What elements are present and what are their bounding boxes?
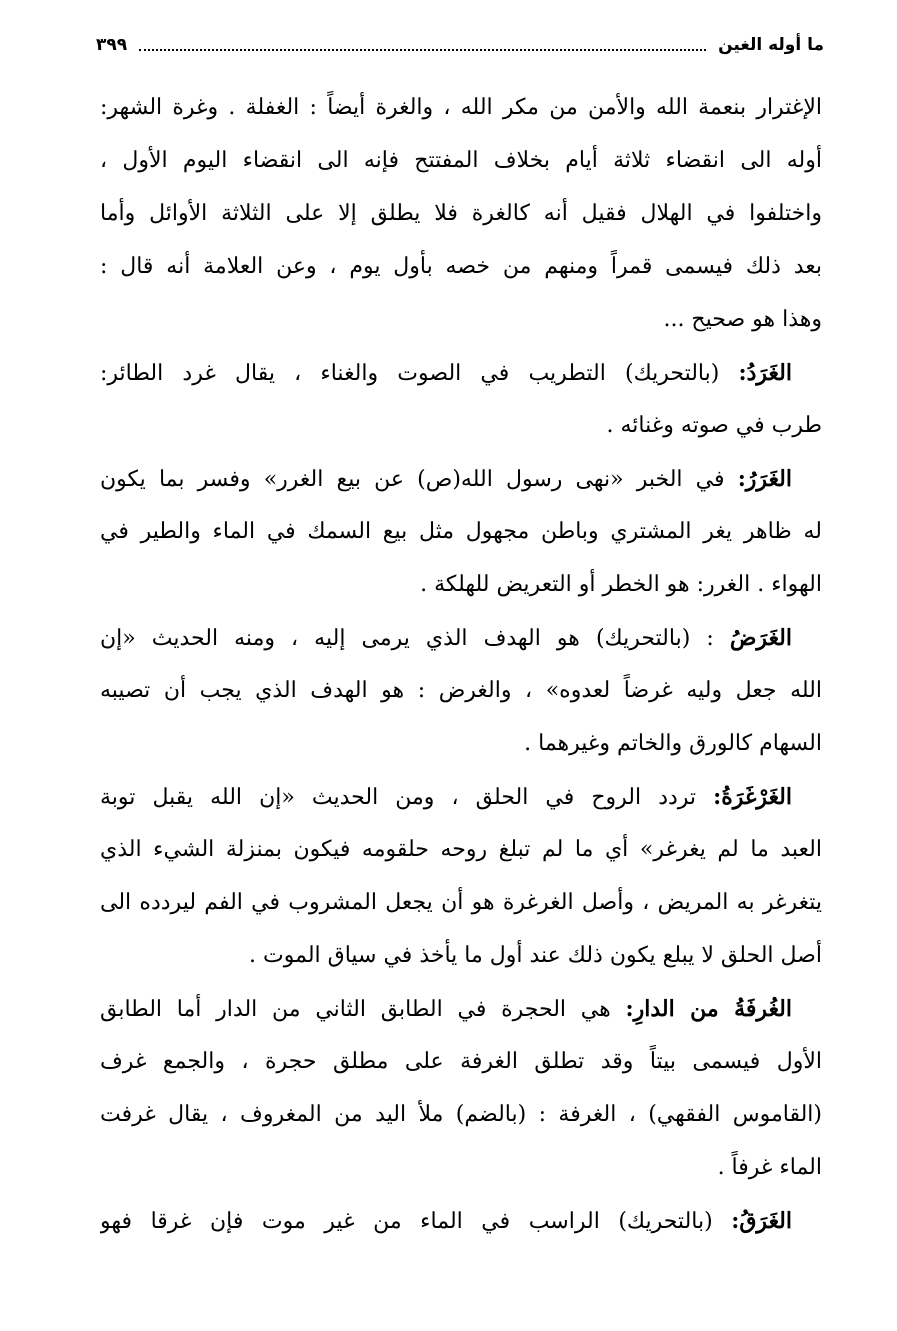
line-text: الله جعل وليه غرضاً لعدوه» ، والغرض : هو الهدف الذي يجب أن تصيبه: [100, 678, 822, 703]
line-text: الأول فيسمى بيتاً وقد تطلق الغرفة على مطلق حجرة ، والجمع غرف: [100, 1049, 822, 1074]
page-body: [100, 86, 822, 1252]
entry-term: الغَرَدُ:: [738, 360, 792, 386]
line-text: (بالتحريك) الراسب في الماء من غير موت فإن غرقا فهو: [100, 1209, 732, 1234]
entry-term: الغَرَقُ:: [731, 1208, 792, 1234]
line-text: العبد ما لم يغرغر» أي ما لم تبلغ روحه حلقومه فيكون بمنزلة الشيء الذي: [100, 837, 822, 862]
text-line: [100, 192, 822, 245]
text-line: [100, 722, 822, 775]
text-line: [100, 881, 822, 934]
line-text: واختلفوا في الهلال فقيل أنه كالغرة فلا يطلق إلا على الثلاثة الأوائل وأما: [100, 201, 822, 226]
text-line: [100, 934, 822, 987]
text-line: [100, 616, 822, 669]
line-text: بعد ذلك فيسمى قمراً ومنهم من خصه بأول يوم ، وعن العلامة أنه قال :: [100, 254, 822, 279]
line-text: تردد الروح في الحلق ، ومن الحديث «إن الله يقبل توبة: [100, 785, 714, 810]
text-line: [100, 510, 822, 563]
leader-dots: [139, 39, 706, 51]
text-line: [100, 298, 822, 351]
page-number: ٣٩٩: [96, 35, 128, 55]
text-line: [100, 1040, 822, 1093]
line-text: أوله الى انقضاء ثلاثة أيام بخلاف المفتتح فإنه الى انقضاء اليوم الأول ،: [100, 148, 822, 173]
text-line: [100, 563, 822, 616]
entry-term: الغَرْغَرَةُ:: [713, 784, 792, 810]
text-line: [100, 987, 822, 1040]
text-line: [100, 351, 822, 404]
text-line: [100, 1199, 822, 1252]
text-line: [100, 1093, 822, 1146]
text-line: [100, 775, 822, 828]
line-text: هي الحجرة في الطابق الثاني من الدار أما الطابق: [100, 997, 626, 1022]
line-text: : (بالتحريك) هو الهدف الذي يرمى إليه ، ومنه الحديث «إن: [100, 626, 730, 651]
line-text: (القاموس الفقهي) ، الغرفة : (بالضم) ملأ اليد من المغروف ، يقال غرفت: [100, 1102, 822, 1127]
line-text: الإغترار بنعمة الله والأمن من مكر الله ، والغرة أيضاً : الغفلة . وغرة الشهر:: [100, 95, 822, 120]
running-header: [96, 30, 824, 60]
text-line: [100, 245, 822, 298]
line-text: (بالتحريك) التطريب في الصوت والغناء ، يقال غرد الطائر:: [100, 361, 739, 386]
text-line: [100, 669, 822, 722]
text-line: [100, 139, 822, 192]
header-title: ما أوله الغين: [718, 35, 824, 55]
entry-term: الغُرفَةُ من الدارِ:: [625, 996, 792, 1022]
line-text: السهام كالورق والخاتم وغيرهما .: [524, 731, 822, 756]
line-text: طرب في صوته وغنائه .: [606, 413, 822, 438]
text-line: [100, 828, 822, 881]
line-text: الماء غرفاً .: [717, 1155, 822, 1180]
line-text: يتغرغر به المريض ، وأصل الغرغرة هو أن يجعل المشروب في الفم ليردده الى: [100, 890, 822, 915]
line-text: أصل الحلق لا يبلع يكون ذلك عند أول ما يأخذ في سياق الموت .: [249, 943, 822, 968]
line-text: له ظاهر يغر المشتري وباطن مجهول مثل بيع السمك في الماء والطير في: [100, 519, 822, 544]
entry-term: الغَرَضُ: [729, 625, 792, 651]
entry-term: الغَرَرُ:: [737, 466, 792, 492]
line-text: وهذا هو صحيح ...: [663, 307, 822, 332]
line-text: في الخبر «نهى رسول الله(ص) عن بيع الغرر» وفسر بما يكون: [100, 467, 738, 492]
text-line: [100, 86, 822, 139]
text-line: [100, 404, 822, 457]
text-line: [100, 457, 822, 510]
text-line: [100, 1146, 822, 1199]
line-text: الهواء . الغرر: هو الخطر أو التعريض للهلكة .: [420, 572, 822, 597]
